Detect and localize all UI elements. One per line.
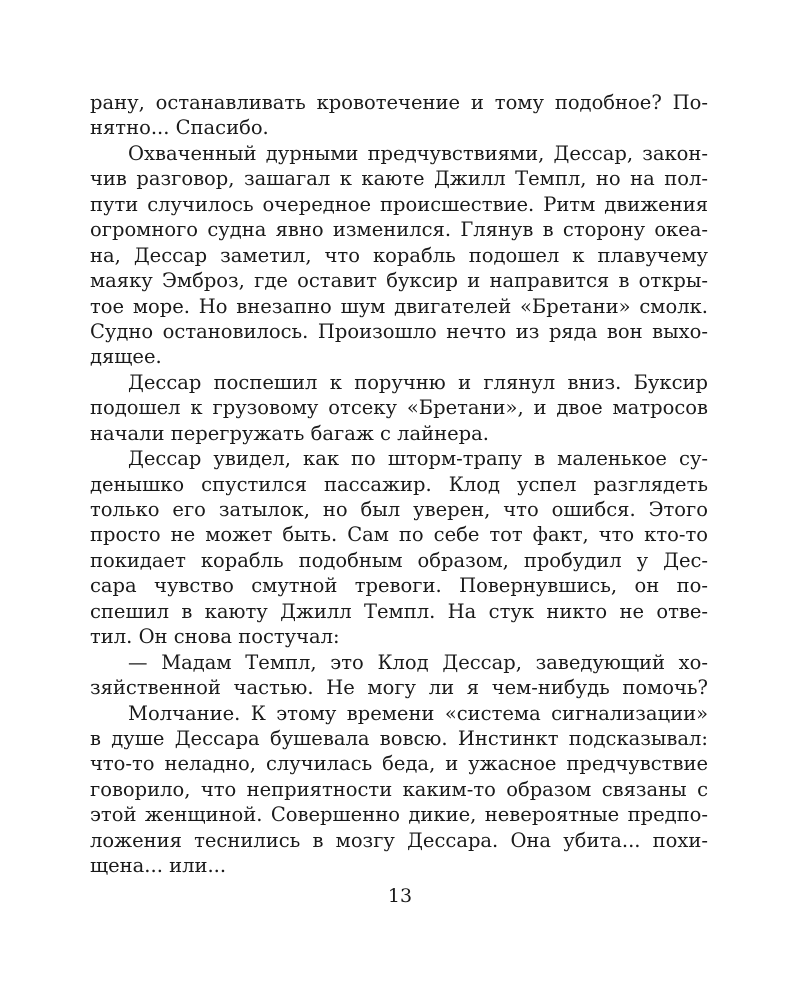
text-line: в душе Дессара бушевала вовсю. Инстинкт подсказывал: [90, 726, 708, 750]
text-line: покидает корабль подобным образом, пробудил у Дес- [90, 548, 708, 572]
text-line: Судно остановилось. Произошло нечто из ряда вон выхо- [90, 319, 708, 343]
paragraph-first-line: Дессар поспешил к поручню и глянул вниз. Буксир [128, 370, 708, 394]
text-line: рану, останавливать кровотечение и тому подобное? По- [90, 91, 708, 114]
text-line: тое море. Но внезапно шум двигателей «Бретани» смолк. [90, 294, 708, 318]
text-line: начали перегружать багаж с лайнера. [90, 421, 489, 445]
paragraph-first-line: Молчание. К этому времени «система сигнализации» [128, 701, 708, 725]
text-line: зяйственной частью. Не могу ли я чем-нибудь помочь? [90, 676, 708, 700]
text-line: сара чувство смутной тревоги. Повернувшись, он по- [90, 574, 708, 598]
text-line: на, Дессар заметил, что корабль подошел к плавучему [90, 243, 708, 267]
text-line: пути случилось очередное происшествие. Ритм движения [90, 192, 708, 216]
text-line: что-то неладно, случилась беда, и ужасное предчувствие [90, 752, 708, 776]
text-line: нятно... Спасибо. [90, 116, 269, 140]
text-line: ложения теснились в мозгу Дессара. Она убита... похи- [90, 828, 708, 852]
text-line: огромного судна явно изменился. Глянув в сторону океа- [90, 218, 708, 242]
text-line: щена... или... [90, 854, 227, 878]
text-line: этой женщиной. Совершенно дикие, невероятные предпо- [90, 803, 708, 827]
dialogue-line: — Мадам Темпл, это Клод Дессар, заведующий хо- [128, 650, 708, 674]
page-number: 13 [387, 885, 413, 907]
text-line: дящее. [90, 345, 162, 369]
paragraph-first-line: Охваченный дурными предчувствиями, Дессар, закон- [128, 141, 708, 165]
text-line: спешил в каюту Джилл Темпл. На стук никто не отве- [90, 599, 708, 623]
paragraph-first-line: Дессар увидел, как по шторм-трапу в маленькое су- [128, 447, 708, 471]
text-line: просто не может быть. Сам по себе тот факт, что кто-то [90, 523, 708, 547]
text-line: тил. Он снова постучал: [90, 625, 340, 649]
text-line: маяку Эмброз, где оставит буксир и направится в откры- [90, 269, 708, 293]
text-line: денышко спустился пассажир. Клод успел разглядеть [90, 472, 708, 496]
text-line: чив разговор, зашагал к каюте Джилл Темпл, но на пол- [90, 167, 708, 191]
text-line: подошел к грузовому отсеку «Бретани», и двое матросов [90, 396, 708, 420]
text-line: говорило, что неприятности каким-то образом связаны с [90, 777, 708, 801]
text-line: только его затылок, но был уверен, что ошибся. Этого [90, 498, 708, 521]
body-text [90, 90, 708, 879]
